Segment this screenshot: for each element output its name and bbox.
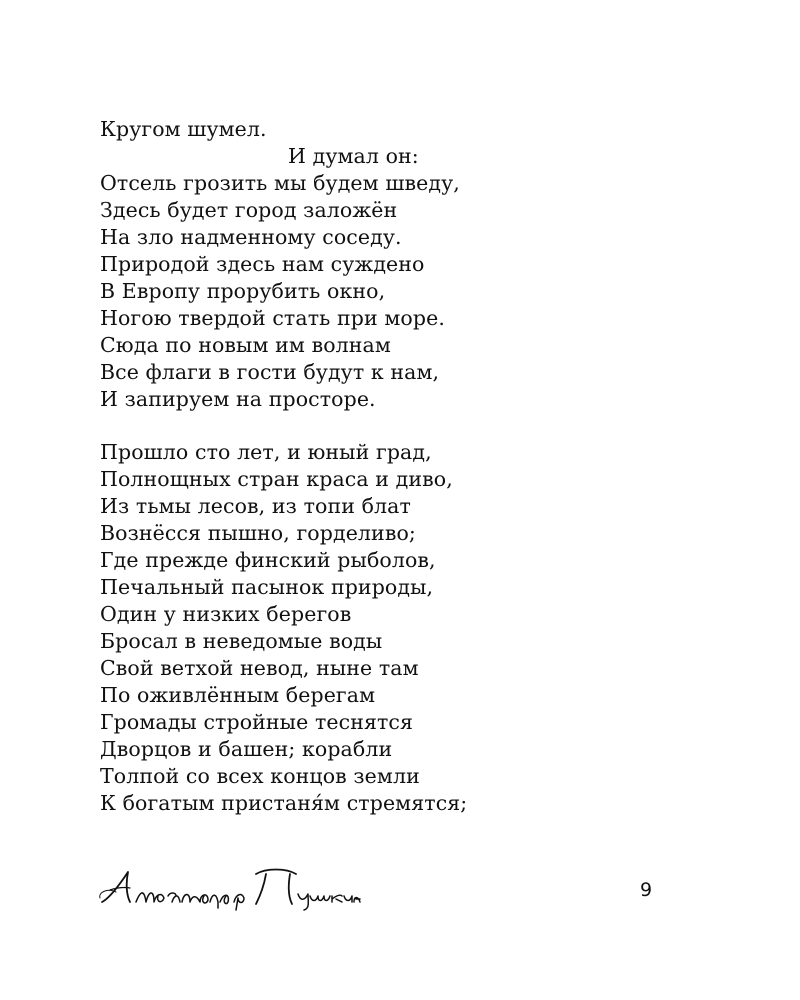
poem-line: Кругом шумел.: [100, 117, 267, 141]
poem-line: Прошло сто лет, и юный град,: [100, 440, 432, 464]
poem-line: Ногою твердой стать при море.: [100, 306, 445, 330]
poem-line: На зло надменному соседу.: [100, 225, 402, 249]
stanza-1: [100, 116, 740, 413]
poem-line: Из тьмы лесов, из топи блат: [100, 494, 411, 518]
poem-text: [100, 116, 740, 843]
poem-line: Вознёсся пышно, горделиво;: [100, 521, 416, 545]
poem-line: Дворцов и башен; корабли: [100, 737, 393, 761]
poem-line: Отсель грозить мы будем шведу,: [100, 171, 460, 195]
poem-line: Природой здесь нам суждено: [100, 252, 425, 276]
page-number: 9: [640, 879, 653, 901]
stanza-2: [100, 439, 740, 817]
poem-line: Сюда по новым им волнам: [100, 333, 391, 357]
poem-line: По оживлённым берегам: [100, 683, 376, 707]
poem-line: Печальный пасынок природы,: [100, 575, 434, 599]
poem-line: И думал он:: [288, 144, 419, 168]
poem-line: Свой ветхой невод, ныне там: [100, 656, 419, 680]
poem-line: Толпой со всех концов земли: [100, 764, 420, 788]
poem-line: Здесь будет город заложён: [100, 198, 398, 222]
poem-line: Где прежде финский рыболов,: [100, 548, 436, 572]
poem-line: В Европу прорубить окно,: [100, 279, 386, 303]
author-signature: [96, 862, 366, 912]
poem-line: И запируем на просторе.: [100, 387, 376, 411]
poem-line: Бросал в неведомые воды: [100, 629, 383, 653]
poem-line: Все флаги в гости будут к нам,: [100, 360, 440, 384]
poem-line: Громады стройные теснятся: [100, 710, 414, 734]
poem-line: Один у низких берегов: [100, 602, 352, 626]
poem-line: Полнощных стран краса и диво,: [100, 467, 453, 491]
poem-line: К богатым пристаня́м стремятся;: [100, 791, 468, 815]
